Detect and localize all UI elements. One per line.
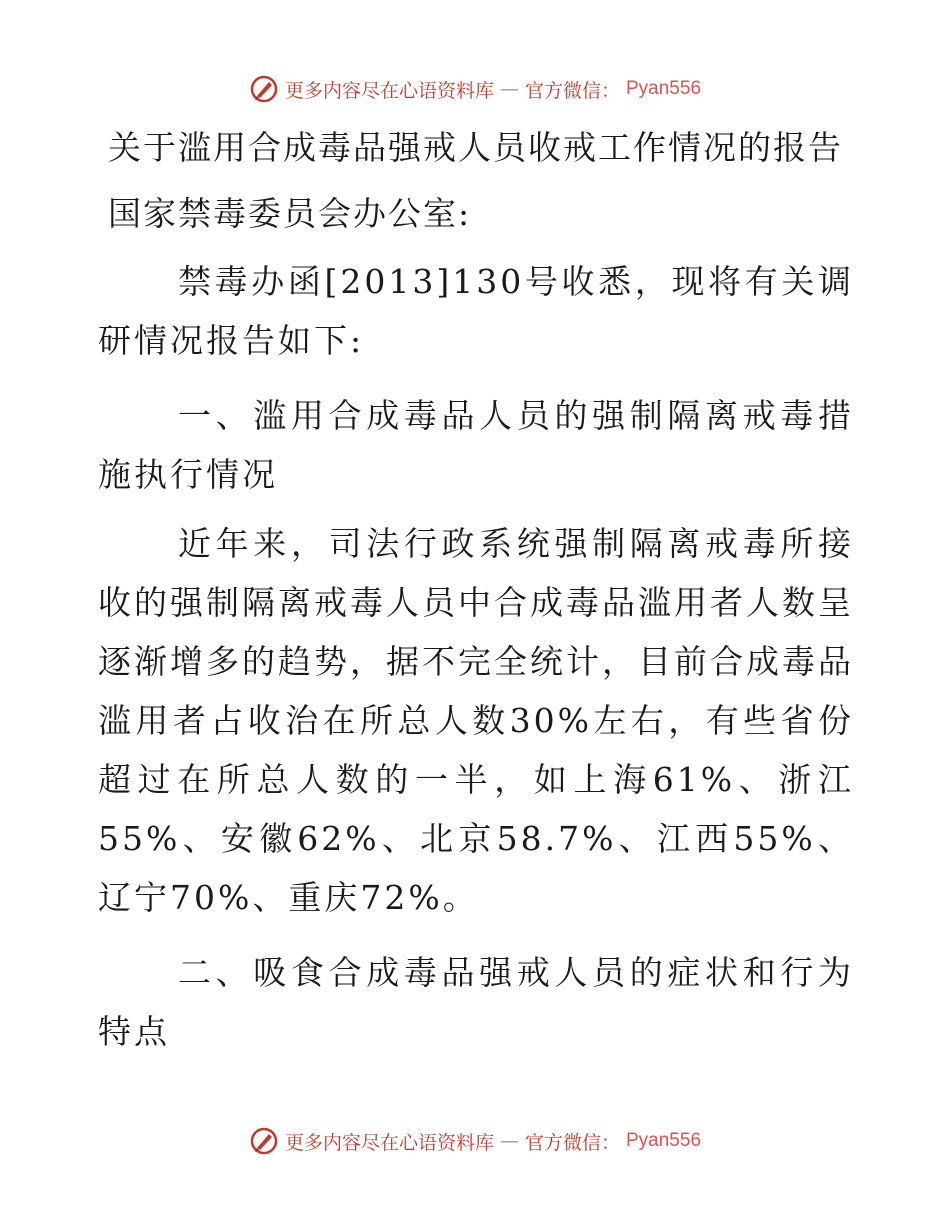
- document-body: [98, 120, 854, 1061]
- section-heading-1: 一、滥用合成毒品人员的强制隔离戒毒措施执行情况: [98, 396, 854, 494]
- section-heading-2: 二、吸食合成毒品强戒人员的症状和行为特点: [98, 953, 854, 1051]
- watermark-wechat-label: 官方微信：: [524, 1131, 620, 1154]
- watermark-dash: —: [499, 1130, 519, 1152]
- document-title: 关于滥用合成毒品强戒人员收戒工作情况的报告: [108, 128, 843, 167]
- paragraph-statistics: 近年来，司法行政系统强制隔离戒毒所接收的强制隔离戒毒人员中合成毒品滥用者人数呈逐渐增多的趋势，据不完全统计，目前合成毒品滥用者占收治在所总人数30%左右，有些省份超过在所总人数的一半，如上海61%、浙江55%、安徽62%、北京58.7%、江西55%、辽宁70%、重庆72%。: [98, 524, 854, 917]
- document-addressee: 国家禁毒委员会办公室:: [108, 194, 472, 233]
- watermark-handle: Pyan556: [626, 78, 702, 99]
- watermark-text: 更多内容尽在心语资料库: [284, 1131, 494, 1154]
- pen-logo-icon: [249, 1126, 279, 1156]
- paragraph-intro: 禁毒办函[2013]130号收悉，现将有关调研情况报告如下:: [98, 262, 854, 360]
- watermark-wechat-label: 官方微信：: [524, 79, 620, 102]
- watermark-header: [0, 74, 950, 104]
- watermark-dash: —: [499, 78, 519, 100]
- watermark-text: 更多内容尽在心语资料库: [284, 79, 494, 102]
- pen-logo-icon: [249, 74, 279, 104]
- watermark-handle: Pyan556: [626, 1130, 702, 1151]
- watermark-footer: [0, 1126, 950, 1156]
